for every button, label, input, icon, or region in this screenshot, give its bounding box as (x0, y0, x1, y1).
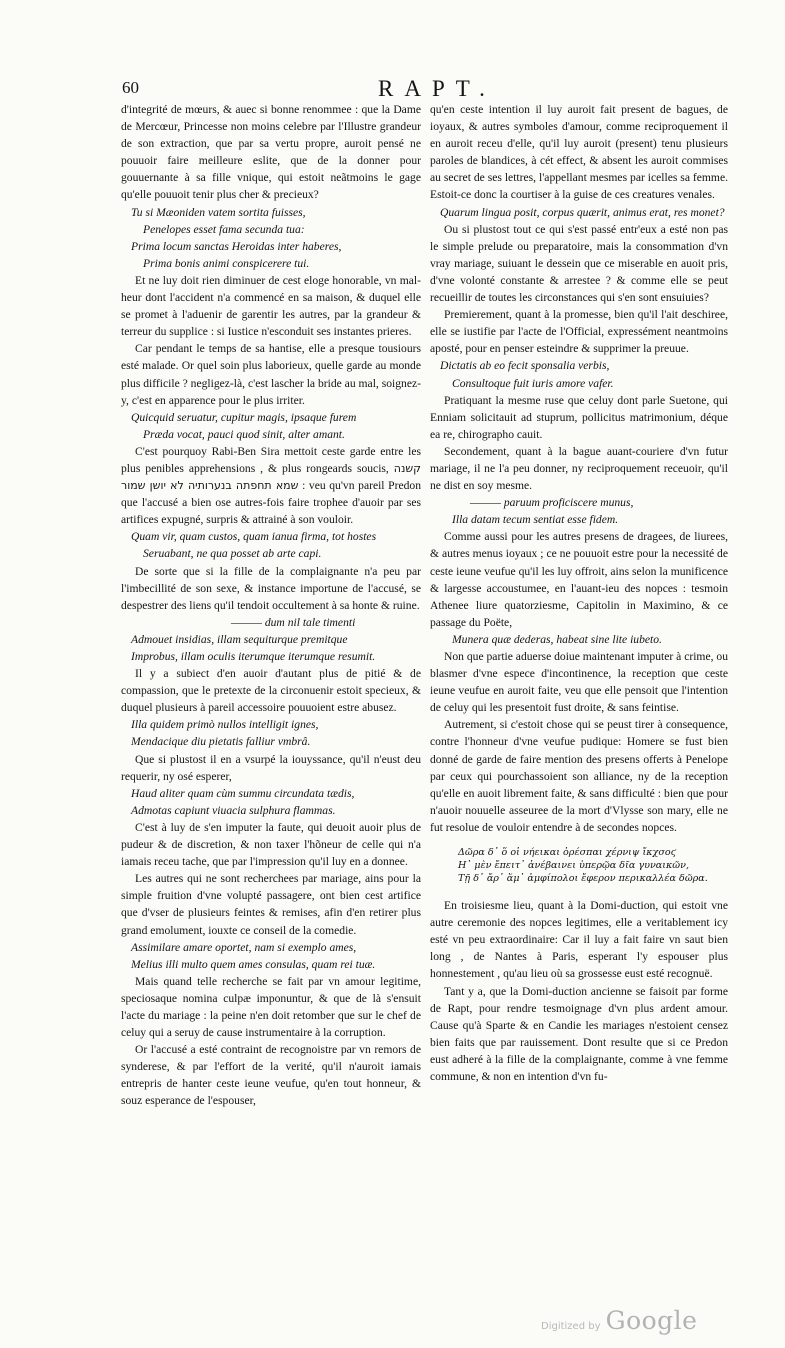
paragraph (121, 443, 421, 528)
paragraph: Il y a subiect d'en auoir d'autant plus de pitié & de compassion, que le pretexte de la circonuenir estoit specieux, & duquel plusieurs à pareil accessoire pouuoient estre abusez. (121, 667, 421, 715)
verse-line: Quarum lingua posit, corpus quærit, animus erat, res monet? (440, 205, 725, 219)
greek-line: Δῶρα δ᾽ ὅ οἱ νήεικαι ὁρέσπαι χέρνιψ ἴκχσοϛ (458, 847, 677, 859)
paragraph-text: : veu qu'vn pareil Predon que l'accusé a bien ose autres-fois faire trophee d'auoir par ses artifices expugné, surpris & attrainé à son vouloir. (121, 479, 421, 527)
verse-line: Prima bonis animi conspicerere tui. (143, 256, 310, 270)
paragraph: Comme aussi pour les autres presens de dragees, de liurees, & autres menus ioyaux ; ce ne pouuoit estre pour la necessité de ceste ieune veufue qu'il les luy offroit, ains selon la munificence & largesse accoustumee, en l'auant-ieu des nopces : tesmoin Athenee liure quatorziesme, Capitolin in Maximino, & ce passage du Poëte, (430, 530, 728, 629)
verse-line: Præda vocat, pauci quod sinit, alter amant. (143, 427, 345, 441)
verse-line: Penelopes esset fama secunda tua: (143, 222, 305, 236)
verse-line: Quicquid seruatur, cupitur magis, ipsaque furem (131, 410, 357, 424)
greek-quotation (430, 846, 728, 885)
verse-line: ——— dum nil tale timenti (231, 615, 356, 629)
paragraph: Car pendant le temps de sa hantise, elle a presque tousiours esté malade. Or quel soin plus laborieux, quelle garde au monde plus difficile ? negligez-là, c'est lascher la bride au mal, soignez-y, c'est en apparence pour le plus irriter. (121, 342, 421, 407)
verse-line: Haud aliter quam cùm summu circundata tædis, (131, 786, 355, 800)
paragraph: Non que partie aduerse doiue maintenant imputer à crime, ou blasmer d'vne espece d'incontinence, la reception que ceste ieune veufue en auroit faite, veu que elle pensoit que l'intention de celuy qui les presentoit fust droite, & sans feintise. (430, 650, 728, 715)
paragraph: Autrement, si c'estoit chose qui se peust tirer à consequence, contre l'honneur d'vne veufue pudique: Homere se fust bien donné de garde de faire mention des presens offerts à Penelope par ceux qui pourchassoient son alliance, ny de la reception qu'elle en auoit librement faite, & sans difficulté : bien que pour n'auoir nouuelle asseuree de la mort d'Vlysse son mary, elle ne fut resolue de vouloir entendre à de secondes nopces. (430, 718, 728, 834)
page-number: 60 (122, 78, 139, 97)
paragraph: Secondement, quant à la bague auant-couriere d'vn futur mariage, il ne l'a peu donner, ny reciproquement receuoir, qu'il ne dist en soy mesme. (430, 444, 728, 493)
hebrew-quote: קשנה שמא תחפתה בנערותיה לא יושן שמור (121, 461, 421, 493)
paragraph: Or l'accusé a esté contraint de recognoistre par vn remors de synderese, & par l'effort de la verité, qu'il n'auroit iamais entrepris de hanter ceste ieune veufue, qu'en tout honneur, & souz esperance de l'espouser, (121, 1043, 421, 1108)
running-title: RAPT. (378, 76, 496, 101)
verse-line: Prima locum sanctas Heroidas inter haberes, (131, 239, 342, 253)
verse-line: Admouet insidias, illam sequiturque premitque (131, 632, 348, 646)
verse-line: Tu si Mæoniden vatem sortita fuisses, (131, 205, 306, 219)
paragraph: Ou si plustost tout ce qui s'est passé entr'eux a esté non pas le simple prelude ou preparatoire, mais la consommation d'vn vray mariage, suiuant le dessein que ce miserable en auoit pris, d'vne volonté constante & arrestee ? & comme elle se peut recueillir de toutes les circonstances qui s'en sont ensuiuies? (430, 222, 728, 305)
paragraph: Que si plustost il en a vsurpé la iouyssance, qu'il n'eust deu requerir, ny osé esperer, (121, 752, 421, 783)
paragraph: Mais quand telle recherche se fait par vn amour legitime, speciosaque nomina culpæ imponuntur, & que de là s'ensuit l'acte du mariage : la peine n'en doit retomber que sur le chef de celuy qui a seruy de cause instrumentaire à la corruption. (121, 974, 421, 1040)
verse-line: Assimilare amare oportet, nam si exemplo ames, (131, 940, 357, 954)
paragraph: Et ne luy doit rien diminuer de cest eloge honorable, vn mal-heur dont l'accident n'a commencé en sa maison, & duquel elle se promet à l'aduenir de garentir les autres, par la grandeur & terreur du supplice : si Iustice n'esconduit ses instantes prieres. (121, 273, 421, 339)
paragraph: Pratiquant la mesme ruse que celuy dont parle Suetone, qui Enniam solicitauit ad stuprum, pollicitus matrimonium, déque ea re, chirographo cauit. (430, 393, 728, 441)
paragraph: En troisiesme lieu, quant à la Domi-duction, qui estoit vne autre ceremonie des nopces legitimes, elle a veritablement icy esté vn peu extraordinaire: Car il luy a fait faire vn saut bien long , de Nantes à Paris, esperant l'y espouser plus honnestement , qu'au lieu où sa grossesse eust esté recognuë. (430, 899, 728, 981)
verse-line: Mendacique diu pietatis falliur vmbrâ. (131, 735, 311, 749)
verse-line: Munera quæ dederas, habeat sine lite iubeto. (452, 632, 662, 646)
paragraph: Premierement, quant à la promesse, bien qu'il l'ait deschiree, elle se iustifie par l'acte de l'Official, expressément neantmoins aposté, pour en penser esteindre & supprimer la preuue. (430, 308, 728, 356)
verse-line: Improbus, illam oculis iterumque iterumque resumit. (131, 650, 376, 663)
google-logo: Google (605, 1306, 698, 1335)
paragraph: qu'en ceste intention il luy auroit fait present de bagues, de ioyaux, & autres symboles d'amour, comme reciproquement il en auroit receu d'elle, qu'il luy auroit (present) tenu plusieurs paroles de blandices, à cét effect, & absent les auroit commises au secret de ses lettres, l'appellant mesmes par icelles sa femme. Estoit-ce donc la courtiser à la guise de ces creatures venales. (430, 103, 728, 202)
verse-line: Dictatis ab eo fecit sponsalia verbis, (440, 359, 610, 373)
verse-line: Admotas capiunt viuacia sulphura flammas. (131, 803, 336, 817)
verse-line: Melius illi multo quem ames consulas, quam rei tuæ. (131, 957, 376, 971)
paragraph: Les autres qui ne sont recherchees par mariage, ains pour la simple fruition d'vne volupté passagere, ont bien cest artifice que d'vser de plusieurs feintes & remises, afin d'en retirer plus grand emolument, iouxte ce conseil de la comedie. (121, 872, 421, 937)
paragraph-text: C'est pourquoy Rabi-Ben Sira mettoit ceste garde entre les plus penibles apprehensions , & plus rongeards soucis, (121, 444, 421, 475)
left-column (121, 101, 421, 1110)
right-column (430, 101, 728, 1085)
paragraph: De sorte que si la fille de la complaignante n'a peu par l'imbecillité de son sexe, & instance importune de l'accusé, se despestrer des liens qu'il tendoit occultement à sa honte & ruine. (121, 564, 421, 612)
paragraph: Tant y a, que la Domi-duction ancienne se faisoit par forme de Rapt, pour rendre tesmoignage d'vn plus ardent amour. Cause qu'à Sparte & en Candie les mariages n'estoient censez bien faits que par rauissement. Dont resulte que si ce Predon eust adheré à la fille de la complaignante, comme à vne femme commune, & non en intention d'vn fu- (430, 984, 728, 1083)
greek-line: Τῇ δ᾽ ἄρ᾽ ἅμ᾽ ἀμφίπολοι ἔφερον περικαλλέα δῶρα. (458, 873, 708, 885)
greek-line: Η᾽ μὲν ἔπειτ᾽ ἀνέβαινει ὑπερῷα δῖα γυναικῶν, (458, 860, 690, 872)
verse-line: Seruabant, ne qua posset ab arte capi. (143, 547, 322, 561)
verse-line: ——— paruum proficiscere munus, (470, 496, 634, 510)
digitized-watermark (541, 1306, 697, 1335)
verse-line: Illa datam tecum sentiat esse fidem. (452, 513, 619, 527)
paragraph: C'est à luy de s'en imputer la faute, qui deuoit auoir plus de pudeur & de discretion, & non taxer l'hõneur de celle qui n'a iamais receu tache, que par l'impression qu'il luy en a donnee. (121, 820, 421, 869)
digitized-by-text: Digitized by (541, 1321, 601, 1332)
verse-line: Illa quidem primò nullos intelligit ignes, (131, 718, 319, 732)
verse-line: Consultoque fuit iuris amore vafer. (452, 376, 614, 390)
paragraph: d'integrité de mœurs, & auec si bonne renommee : que la Dame de Mercœur, Princesse non moins celebre par l'Illustre grandeur de son extraction, que par sa vertu propre, auroit pensé ne pouuoir faire meilleure eslite, que de la donner pour gouuernante à sa fille vnique, qui estoit neãtmoins le gage qu'elle pouuoit tenir plus cher & precieux? (121, 103, 421, 202)
verse-line: Quam vir, quam custos, quam ianua firma, tot hostes (131, 530, 377, 544)
